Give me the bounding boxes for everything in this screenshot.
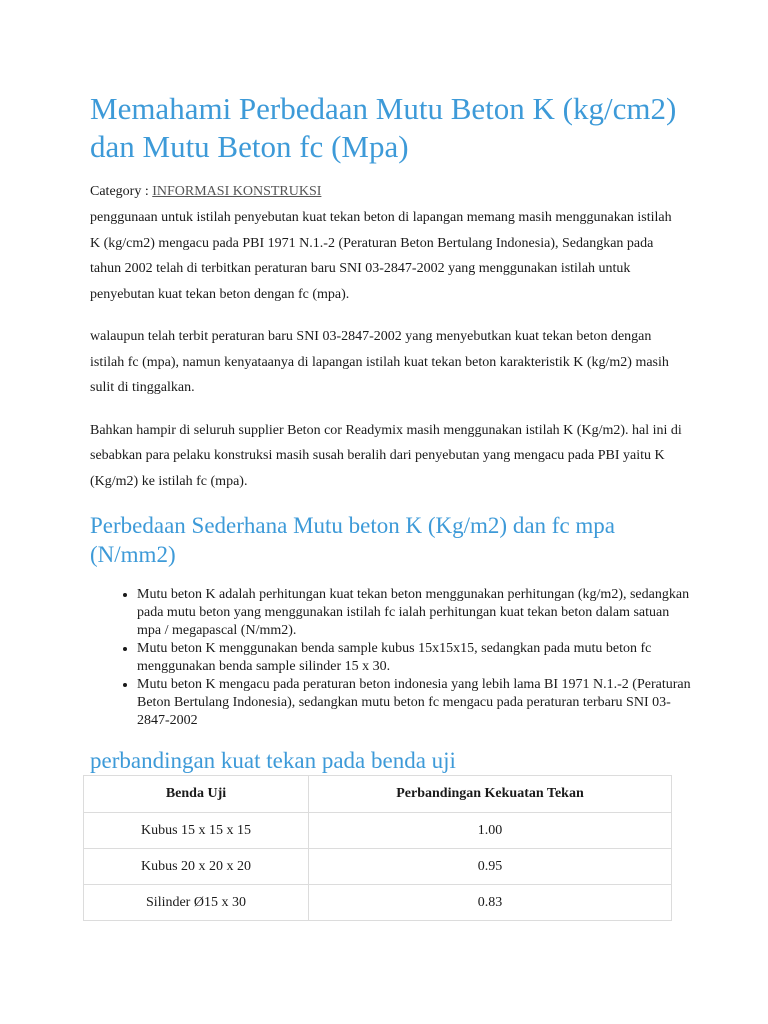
section-heading-comparison: perbandingan kuat tekan pada benda uji — [90, 748, 456, 773]
list-item: • Mutu beton K menggunakan benda sample kubus 15x15x15, sedangkan pada mutu beton fc menggunakan benda sample silinder 15 x 30. — [137, 640, 692, 676]
table-row — [84, 885, 672, 921]
paragraph-3: Bahkan hampir di seluruh supplier Beton cor Readymix masih menggunakan istilah K (Kg/m2). hal ini di sebabkan para pelaku konstruksi masih susah beralih dari penyebutan yang mengacu pada PBI yaitu K (Kg/m2) ke istilah fc (mpa). — [90, 422, 682, 489]
column-header-strength-ratio: Perbandingan Kekuatan Tekan — [309, 776, 672, 813]
section-heading-line-1: Perbedaan Sederhana Mutu beton K (Kg/m2) dan fc mpa — [90, 513, 616, 538]
table-cell-specimen: Silinder Ø15 x 30 — [84, 885, 309, 921]
comparison-table — [83, 775, 672, 921]
table-row — [84, 849, 672, 885]
list-item: • Mutu beton K mengacu pada peraturan beton indonesia yang lebih lama BI 1971 N.1.-2 (Peraturan Beton Bertulang Indonesia), sedangkan mutu beton fc mengacu pada peraturan terbaru SNI 03-2847-2002 — [137, 676, 692, 730]
section-heading-line-2: (N/mm2) — [90, 542, 176, 567]
title-line-2: dan Mutu Beton fc (Mpa) — [90, 129, 409, 164]
column-header-specimen: Benda Uji — [84, 776, 309, 813]
category-line — [90, 183, 685, 201]
category-link[interactable]: INFORMASI KONSTRUKSI — [152, 184, 322, 199]
paragraph-2: walaupun telah terbit peraturan baru SNI 03-2847-2002 yang menyebutkan kuat tekan beton dengan istilah fc (mpa), namun kenyataanya di lapangan istilah kuat tekan beton karakteristik K (kg/m2) masih sulit di tinggalkan. — [90, 329, 669, 395]
table-row — [84, 813, 672, 849]
table-cell-ratio: 0.95 — [309, 849, 672, 885]
table-cell-ratio: 1.00 — [309, 813, 672, 849]
section-heading-differences — [90, 511, 685, 569]
category-label: Category : — [90, 184, 153, 199]
table-cell-ratio: 0.83 — [309, 885, 672, 921]
list-item: • Mutu beton K adalah perhitungan kuat tekan beton menggunakan perhitungan (kg/m2), sedangkan pada mutu beton yang menggunakan istilah fc ialah perhitungan kuat tekan beton dalam satuan mpa / megapascal (N/mm2). — [137, 586, 692, 640]
paragraph-1: penggunaan untuk istilah penyebutan kuat tekan beton di lapangan memang masih menggunakan istilah K (kg/cm2) mengacu pada PBI 1971 N.1.-2 (Peraturan Beton Bertulang Indonesia), Sedangkan pada tahun 2002 telah di terbitkan peraturan baru SNI 03-2847-2002 yang menggunakan istilah untuk penyebutan kuat tekan beton dengan fc (mpa). — [90, 210, 672, 302]
table-cell-specimen: Kubus 20 x 20 x 20 — [84, 849, 309, 885]
table-cell-specimen: Kubus 15 x 15 x 15 — [84, 813, 309, 849]
title-line-1: Memahami Perbedaan Mutu Beton K (kg/cm2) — [90, 91, 677, 126]
table-header-row — [84, 776, 672, 813]
article — [90, 90, 691, 775]
page-title — [90, 90, 685, 166]
differences-list — [90, 586, 692, 730]
